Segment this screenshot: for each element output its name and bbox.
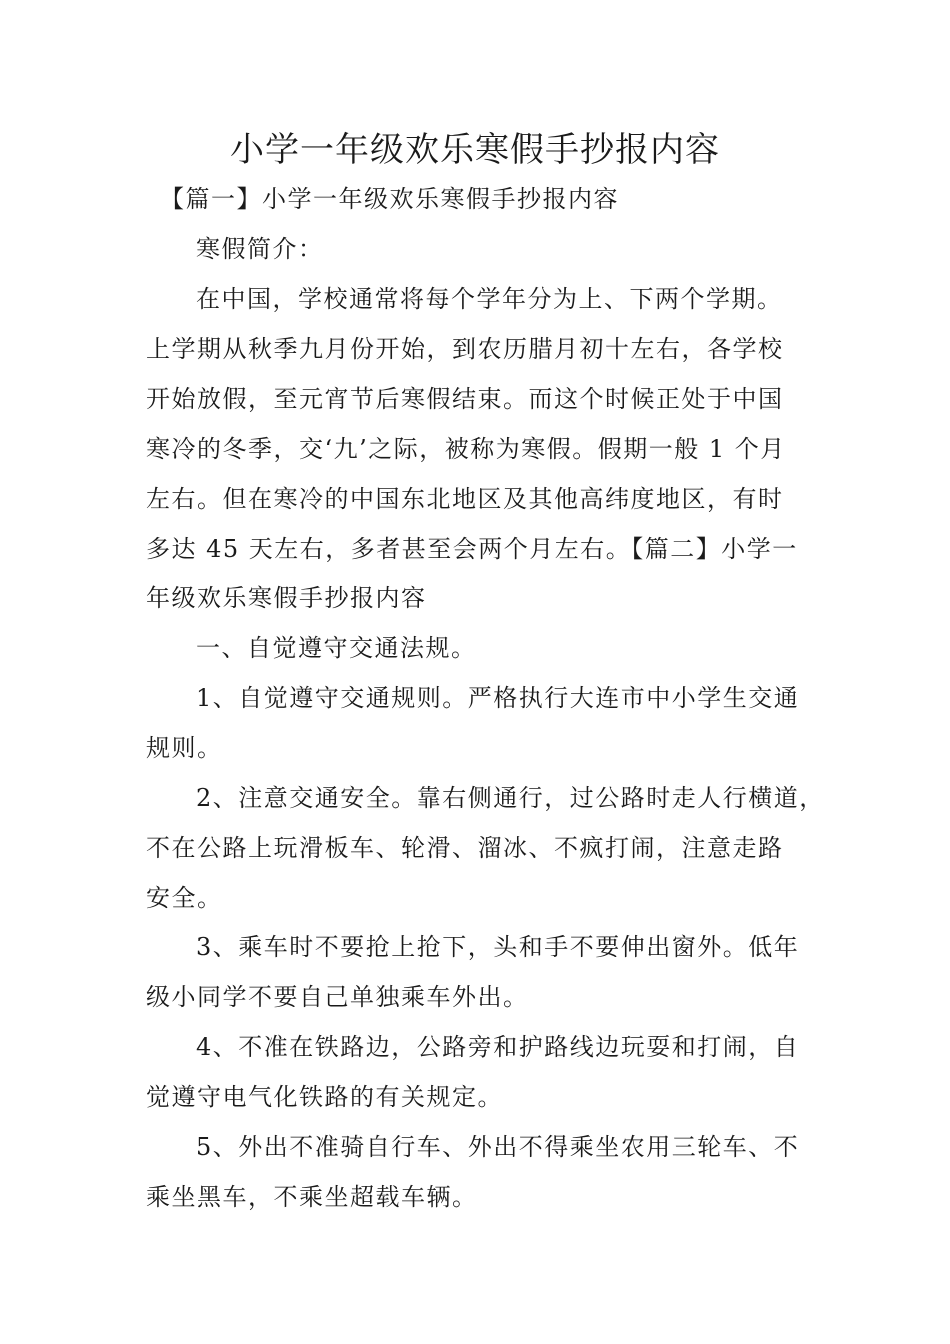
document-title: 小学一年级欢乐寒假手抄报内容 <box>230 130 720 170</box>
paragraph-line: 寒冷的冬季，交‘九’之际，被称为寒假。假期一般 1 个月 <box>146 435 786 463</box>
paragraph-line: 级小同学不要自己单独乘车外出。 <box>146 983 529 1011</box>
paragraph-line: 3、乘车时不要抢上抢下，头和手不要伸出窗外。低年 <box>196 933 800 961</box>
paragraph-line: 在中国，学校通常将每个学年分为上、下两个学期。 <box>196 285 783 313</box>
paragraph-line: 上学期从秋季九月份开始，到农历腊月初十左右，各学校 <box>146 335 784 363</box>
paragraph-line: 安全。 <box>146 884 223 912</box>
paragraph-line: 一、自觉遵守交通法规。 <box>196 634 477 662</box>
paragraph-line: 年级欢乐寒假手抄报内容 <box>146 584 427 612</box>
paragraph-line: 1、自觉遵守交通规则。严格执行大连市中小学生交通 <box>196 684 800 712</box>
paragraph-line: 2、注意交通安全。靠右侧通行，过公路时走人行横道， <box>196 784 825 812</box>
paragraph-line: 4、不准在铁路边，公路旁和护路线边玩耍和打闹，自 <box>196 1033 800 1061</box>
paragraph-line: 寒假简介： <box>196 235 324 263</box>
section-heading-part-one: 【篇一】小学一年级欢乐寒假手抄报内容 <box>160 185 619 213</box>
paragraph-line: 左右。但在寒冷的中国东北地区及其他高纬度地区，有时 <box>146 485 784 513</box>
paragraph-line: 乘坐黑车，不乘坐超载车辆。 <box>146 1183 478 1211</box>
paragraph-line: 多达 45 天左右，多者甚至会两个月左右。【篇二】小学一 <box>146 535 798 563</box>
paragraph-line: 5、外出不准骑自行车、外出不得乘坐农用三轮车、不 <box>196 1133 800 1161</box>
paragraph-line: 规则。 <box>146 734 223 762</box>
paragraph-line: 觉遵守电气化铁路的有关规定。 <box>146 1083 503 1111</box>
paragraph-line: 开始放假，至元宵节后寒假结束。而这个时候正处于中国 <box>146 385 784 413</box>
paragraph-line: 不在公路上玩滑板车、轮滑、溜冰、不疯打闹，注意走路 <box>146 834 784 862</box>
